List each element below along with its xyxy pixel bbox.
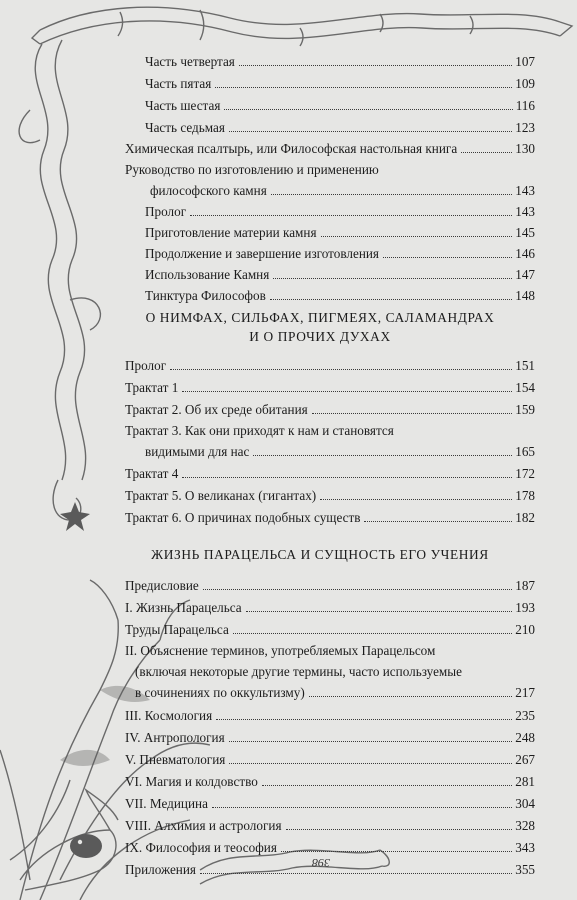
toc-entry-continued: Руководство по изготовлению и применению: [125, 162, 379, 177]
toc-entry: Труды Парацельса 210: [125, 622, 535, 637]
toc-entry: Пролог 143: [145, 204, 535, 219]
section-heading: ЖИЗНЬ ПАРАЦЕЛЬСА И СУЩНОСТЬ ЕГО УЧЕНИЯ: [151, 547, 489, 562]
toc-entry-continued: (включая некоторые другие термины, часто используемые: [135, 664, 462, 679]
toc-entry: Трактат 5. О великанах (гигантах) 178: [125, 488, 535, 503]
toc-entry: Тинктура Философов 148: [145, 288, 535, 303]
toc-entry: Часть пятая 109: [145, 76, 535, 91]
toc-entry: I. Жизнь Парацельса 193: [125, 600, 535, 615]
toc-entry: Часть седьмая 123: [145, 120, 535, 135]
toc-entry: III. Космология 235: [125, 708, 535, 723]
section-heading: [110, 308, 530, 346]
toc-entry: VI. Магия и колдовство 281: [125, 774, 535, 789]
toc-entry: Часть шестая 116: [145, 98, 535, 113]
toc-entry: IX. Философия и теософия 343: [125, 840, 535, 855]
toc-entry: Приготовление материи камня 145: [145, 225, 535, 240]
toc-entry: Приложения 355: [125, 862, 535, 877]
toc-entry: Использование Камня 147: [145, 267, 535, 282]
toc-entry-continued: Трактат 3. Как они приходят к нам и становятся: [125, 423, 394, 438]
toc-entry: IV. Антропология 248: [125, 730, 535, 745]
page-number: 398: [312, 856, 330, 870]
toc-entry: философского камня 143: [150, 183, 535, 198]
section-heading-line1: О НИМФАХ, СИЛЬФАХ, ПИГМЕЯХ, САЛАМАНДРАХ: [145, 310, 495, 325]
toc-entry-continued: II. Объяснение терминов, употребляемых Парацельсом: [125, 643, 436, 658]
toc-entry: Предисловие 187: [125, 578, 535, 593]
toc-entry: Трактат 4 172: [125, 466, 535, 481]
toc-entry: Трактат 1 154: [125, 380, 535, 395]
toc-entry: V. Пневматология 267: [125, 752, 535, 767]
toc-entry: Продолжение и завершение изготовления 146: [145, 246, 535, 261]
toc-entry: Трактат 6. О причинах подобных существ 182: [125, 510, 535, 525]
toc-entry: Пролог 151: [125, 358, 535, 373]
section-heading-line2: И О ПРОЧИХ ДУХАХ: [249, 329, 391, 344]
toc-entry: в сочинениях по оккультизму) 217: [135, 685, 535, 700]
toc-entry: VIII. Алхимия и астрология 328: [125, 818, 535, 833]
toc-entry: Часть четвертая 107: [145, 54, 535, 69]
toc-entry: Трактат 2. Об их среде обитания 159: [125, 402, 535, 417]
toc-entry: VII. Медицина 304: [125, 796, 535, 811]
toc-entry: видимыми для нас 165: [145, 444, 535, 459]
toc-entry: Химическая псалтырь, или Философская настольная книга 130: [125, 141, 535, 156]
